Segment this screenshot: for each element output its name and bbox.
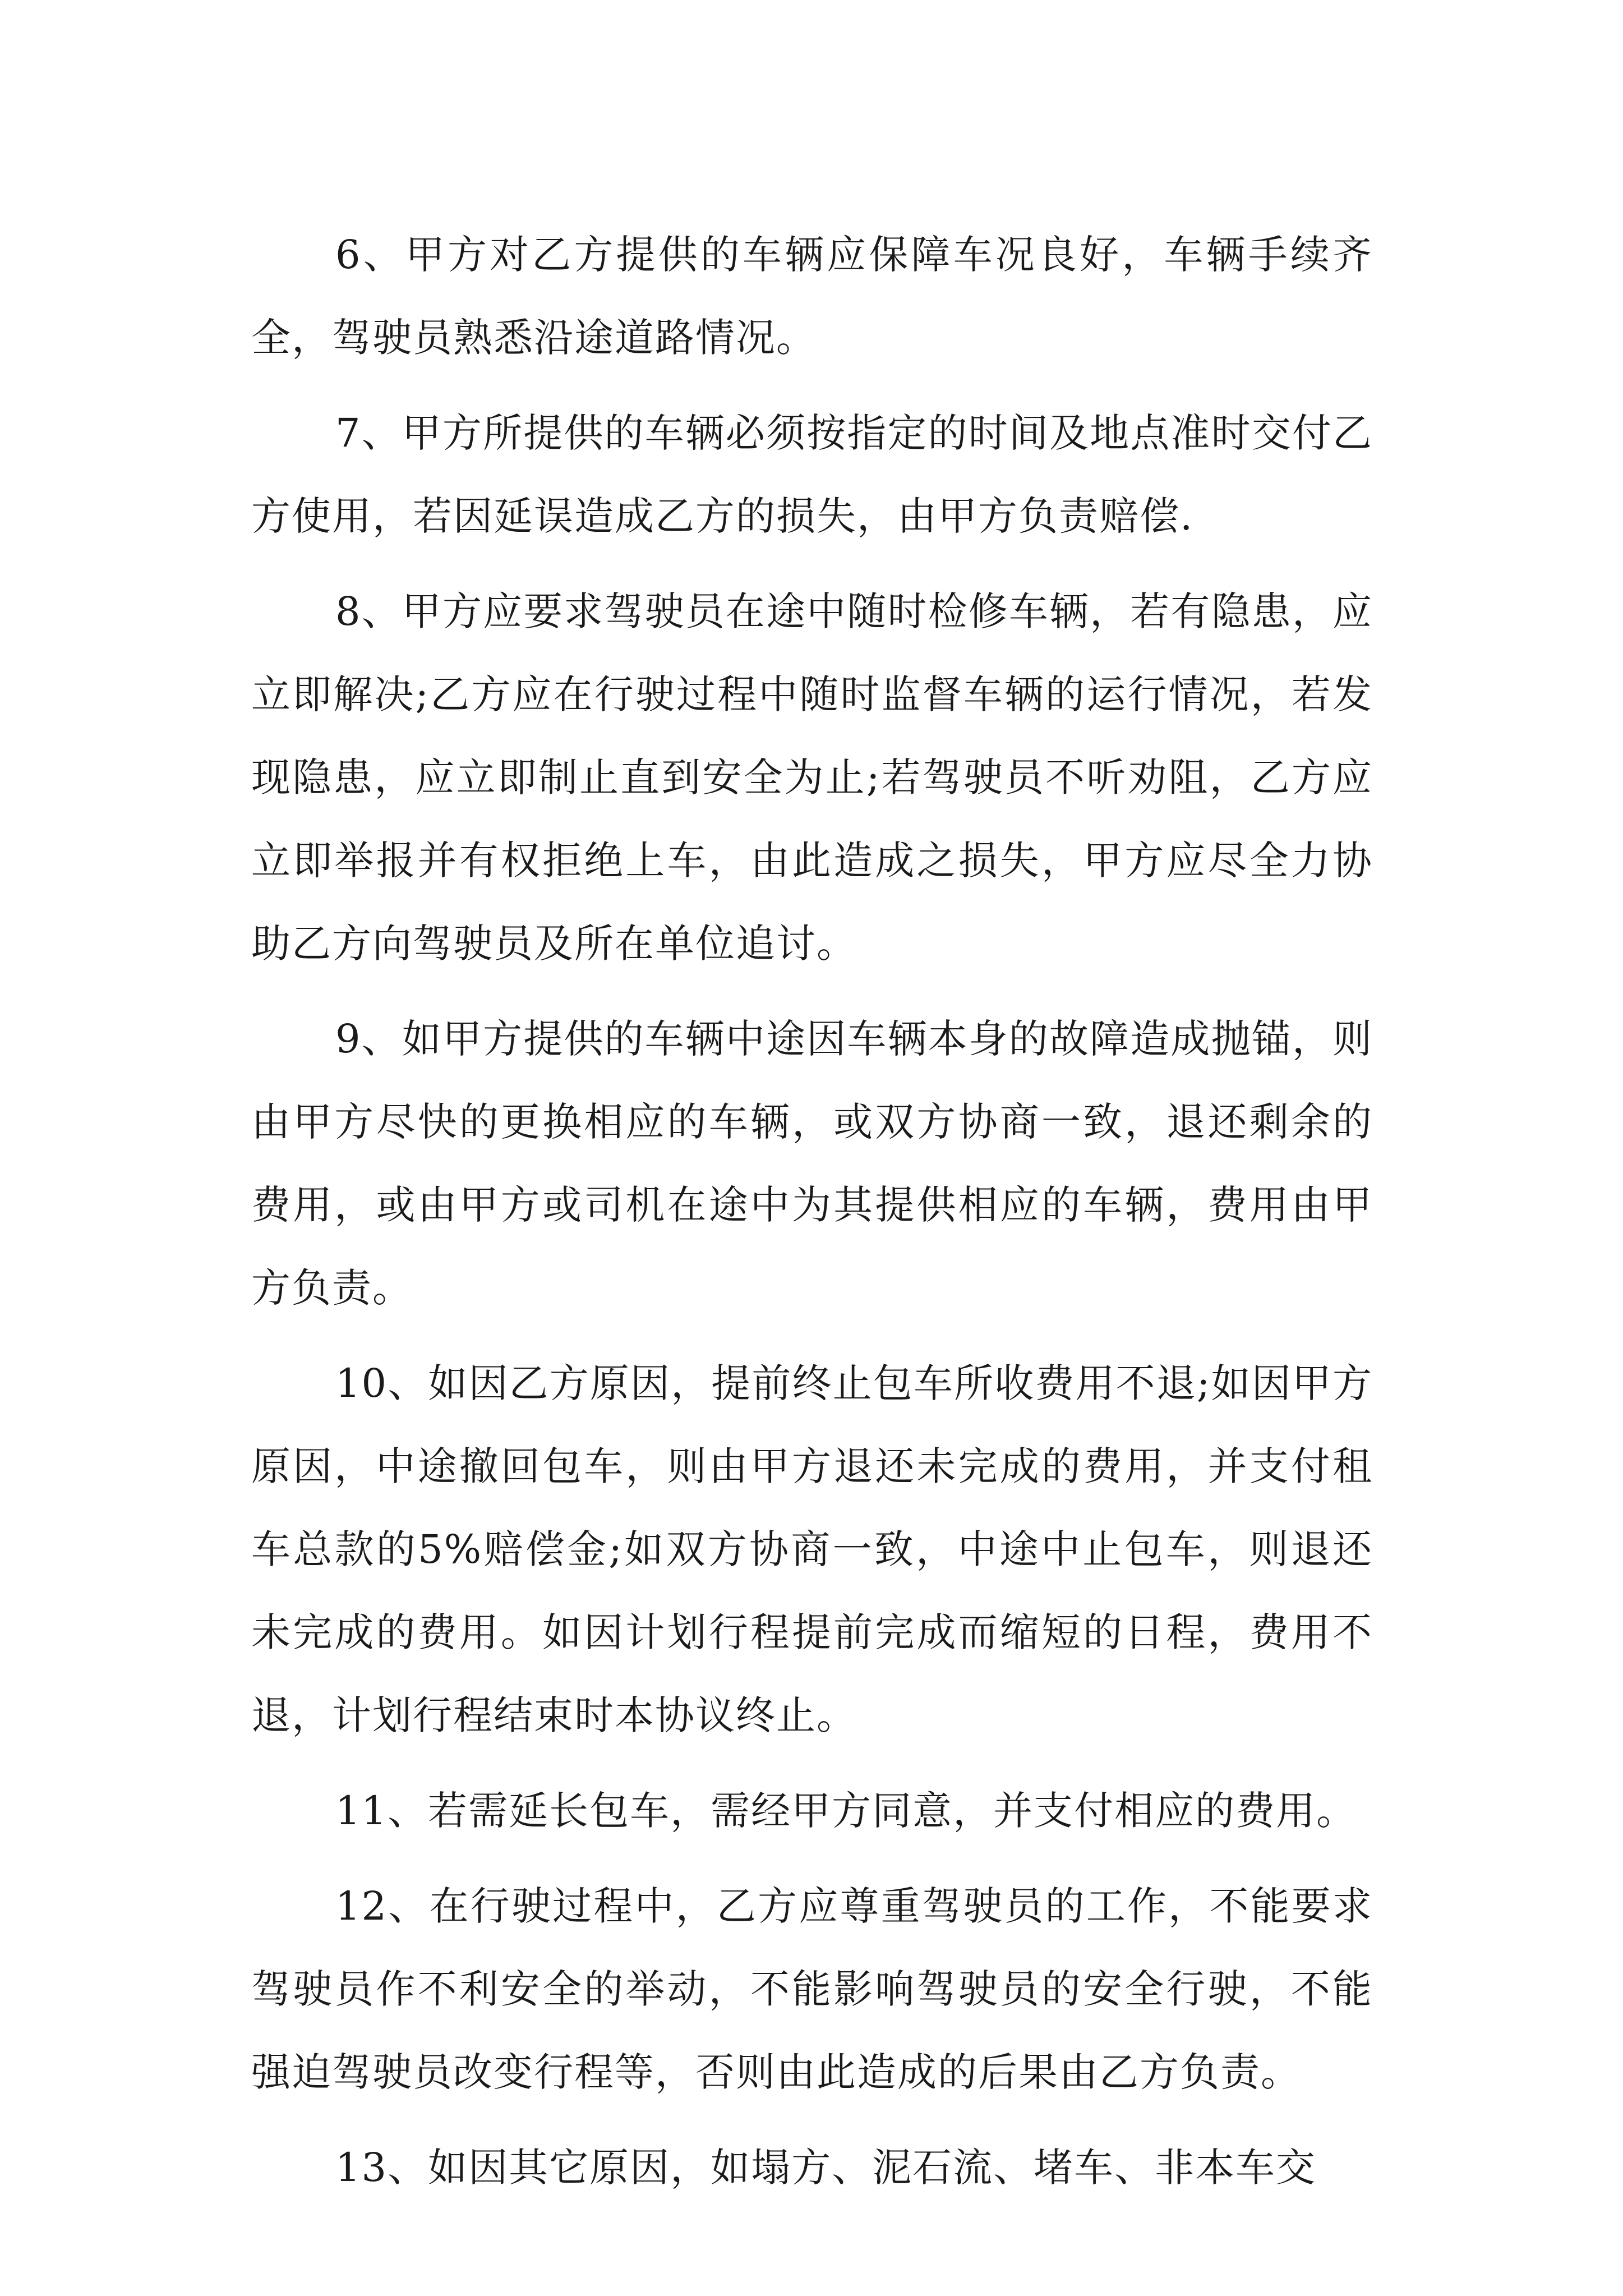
clause-9: 9、如甲方提供的车辆中途因车辆本身的故障造成抛锚，则由甲方尽快的更换相应的车辆，或双方协商一致，退还剩余的费用，或由甲方或司机在途中为其提供相应的车辆，费用由甲方负责。 (251, 1016, 1373, 1311)
clause-7: 7、甲方所提供的车辆必须按指定的时间及地点准时交付乙方使用，若因延误造成乙方的损失，由甲方负责赔偿. (251, 410, 1373, 539)
clause-6: 6、甲方对乙方提供的车辆应保障车况良好，车辆手续齐全，驾驶员熟悉沿途道路情况。 (251, 232, 1373, 361)
clause-10: 10、如因乙方原因，提前终止包车所收费用不退;如因甲方原因，中途撤回包车，则由甲方退还未完成的费用，并支付租车总款的5%赔偿金;如双方协商一致，中途中止包车，则退还未完成的费用。如因计划行程提前完成而缩短的日程，费用不退，计划行程结束时本协议终止。 (251, 1360, 1373, 1738)
clause-8: 8、甲方应要求驾驶员在途中随时检修车辆，若有隐患，应立即解决;乙方应在行驶过程中随时监督车辆的运行情况，若发现隐患，应立即制止直到安全为止;若驾驶员不听劝阻，乙方应立即举报并有权拒绝上车，由此造成之损失，甲方应尽全力协助乙方向驾驶员及所在单位追讨。 (251, 588, 1373, 967)
clause-12: 12、在行驶过程中，乙方应尊重驾驶员的工作，不能要求驾驶员作不利安全的举动，不能影响驾驶员的安全行驶，不能强迫驾驶员改变行程等，否则由此造成的后果由乙方负责。 (251, 1883, 1373, 2095)
clause-13: 13、如因其它原因，如塌方、泥石流、堵车、非本车交 (335, 2145, 1317, 2191)
document-body (251, 213, 1373, 2221)
clause-11: 11、若需延长包车，需经甲方同意，并支付相应的费用。 (335, 1788, 1357, 1834)
